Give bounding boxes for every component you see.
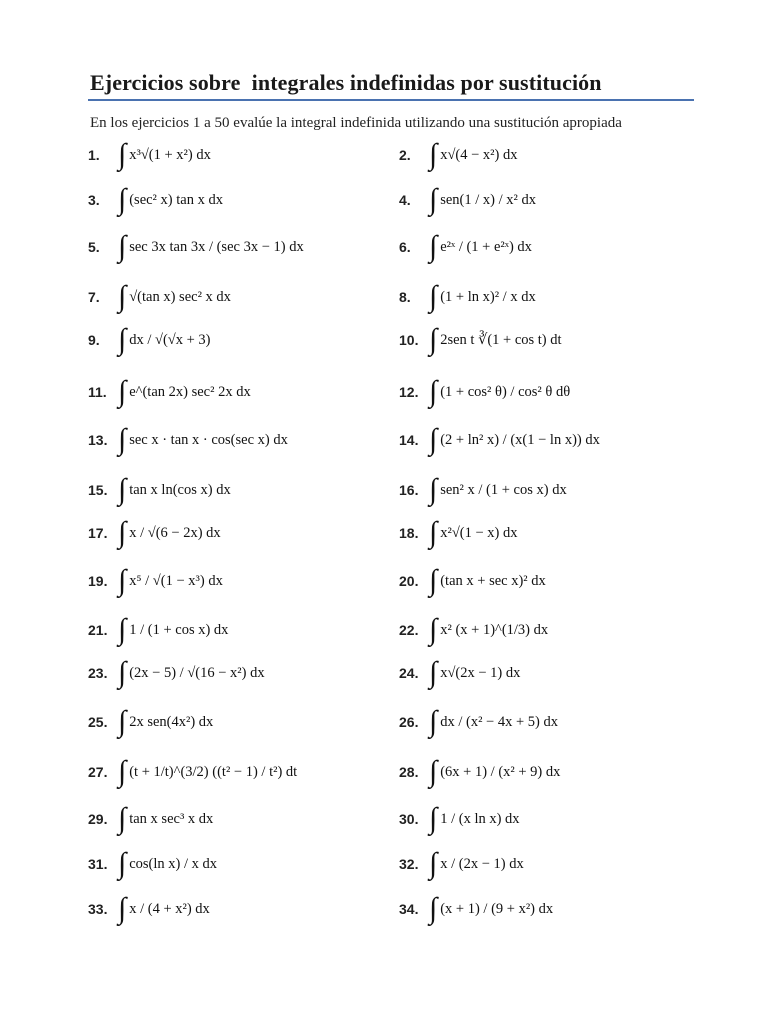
exercise-item (88, 227, 304, 267)
exercise-item (88, 561, 223, 601)
exercise-number: 15. (88, 482, 108, 498)
integral-sign-icon: ∫ (429, 183, 438, 216)
integral-sign-icon: ∫ (118, 892, 127, 925)
exercise-item (88, 752, 297, 792)
exercise-expression: 1 / (1 + cos x) dx (129, 621, 229, 638)
exercise-expression: (2 + ln² x) / (x(1 − ln x)) dx (440, 431, 600, 448)
integral-sign-icon: ∫ (429, 705, 438, 738)
integral-sign-icon: ∫ (118, 516, 127, 549)
exercise-expression: (t + 1/t)^(3/2) ((t² − 1) / t²) dt (129, 763, 298, 780)
exercise-expression: x√(2x − 1) dx (440, 664, 521, 681)
exercise-number: 34. (399, 901, 419, 917)
integral-sign-icon: ∫ (429, 564, 438, 597)
exercise-item (88, 889, 210, 929)
exercise-expression: 2x sen(4x²) dx (129, 713, 214, 730)
exercise-number: 1. (88, 147, 100, 163)
exercise-expression: sec x · tan x · cos(sec x) dx (129, 431, 288, 448)
exercise-number: 23. (88, 665, 108, 681)
integral-sign-icon: ∫ (118, 138, 127, 171)
exercise-item (88, 799, 213, 839)
integral-sign-icon: ∫ (429, 516, 438, 549)
integral-sign-icon: ∫ (118, 230, 127, 263)
exercise-number: 22. (399, 622, 419, 638)
exercise-number: 17. (88, 525, 108, 541)
exercise-number: 29. (88, 811, 108, 827)
instructions-text: En los ejercicios 1 a 50 evalúe la integral indefinida utilizando una sustitución apropiada (90, 115, 622, 131)
exercise-item (399, 277, 536, 317)
exercise-expression: dx / √(√x + 3) (129, 331, 211, 348)
exercise-expression: dx / (x² − 4x + 5) dx (440, 713, 558, 730)
exercise-item (399, 561, 546, 601)
integral-sign-icon: ∫ (429, 892, 438, 925)
exercise-item (399, 420, 600, 460)
exercise-expression: cos(ln x) / x dx (129, 855, 218, 872)
exercise-number: 7. (88, 289, 100, 305)
exercise-expression: x⁵ / √(1 − x³) dx (129, 572, 223, 589)
integral-sign-icon: ∫ (118, 847, 127, 880)
exercise-number: 32. (399, 856, 419, 872)
integral-sign-icon: ∫ (118, 564, 127, 597)
integral-sign-icon: ∫ (429, 323, 438, 356)
exercise-expression: x / √(6 − 2x) dx (129, 524, 221, 541)
exercise-item (88, 470, 231, 510)
integral-sign-icon: ∫ (118, 323, 127, 356)
integral-sign-icon: ∫ (118, 423, 127, 456)
exercise-number: 26. (399, 714, 419, 730)
exercise-expression: tan x ln(cos x) dx (129, 481, 231, 498)
exercise-item (399, 610, 548, 650)
page-title: Ejercicios sobre integrales indefinidas por sustitución (90, 70, 602, 95)
exercise-item (88, 320, 211, 360)
exercise-item (399, 702, 558, 742)
exercise-number: 8. (399, 289, 411, 305)
exercise-expression: (sec² x) tan x dx (129, 191, 223, 208)
exercise-item (88, 702, 213, 742)
exercise-expression: sen² x / (1 + cos x) dx (440, 481, 567, 498)
exercise-expression: (6x + 1) / (x² + 9) dx (440, 763, 561, 780)
exercise-number: 27. (88, 764, 108, 780)
exercise-number: 20. (399, 573, 419, 589)
exercise-item (399, 135, 517, 175)
exercise-expression: 1 / (x ln x) dx (440, 810, 520, 827)
integral-sign-icon: ∫ (429, 473, 438, 506)
exercise-expression: x√(4 − x²) dx (440, 146, 518, 163)
exercise-expression: x² (x + 1)^(1/3) dx (440, 621, 549, 638)
exercise-item (399, 752, 560, 792)
exercise-number: 30. (399, 811, 419, 827)
exercise-item (88, 277, 231, 317)
exercise-item (399, 180, 536, 220)
integral-sign-icon: ∫ (118, 280, 127, 313)
exercise-expression: sen(1 / x) / x² dx (440, 191, 536, 208)
exercise-item (88, 420, 288, 460)
integral-sign-icon: ∫ (429, 802, 438, 835)
integral-sign-icon: ∫ (118, 656, 127, 689)
exercise-item (88, 610, 228, 650)
exercise-expression: √(tan x) sec² x dx (129, 288, 231, 305)
integral-sign-icon: ∫ (118, 802, 127, 835)
integral-sign-icon: ∫ (429, 613, 438, 646)
exercise-expression: (1 + ln x)² / x dx (440, 288, 536, 305)
integral-sign-icon: ∫ (118, 183, 127, 216)
exercise-expression: (1 + cos² θ) / cos² θ dθ (440, 383, 571, 400)
exercise-expression: x / (4 + x²) dx (129, 900, 210, 917)
exercise-item (399, 470, 567, 510)
integral-sign-icon: ∫ (429, 280, 438, 313)
exercise-number: 5. (88, 239, 100, 255)
exercise-expression: x²√(1 − x) dx (440, 524, 518, 541)
title-underline (88, 99, 694, 101)
exercise-item (399, 653, 520, 693)
exercise-number: 28. (399, 764, 419, 780)
exercise-expression: x / (2x − 1) dx (440, 855, 524, 872)
integral-sign-icon: ∫ (429, 230, 438, 263)
integral-sign-icon: ∫ (429, 755, 438, 788)
exercise-item (88, 513, 221, 553)
integral-sign-icon: ∫ (429, 423, 438, 456)
exercise-number: 31. (88, 856, 108, 872)
exercise-item (399, 889, 553, 929)
exercise-expression: (x + 1) / (9 + x²) dx (440, 900, 554, 917)
exercise-number: 21. (88, 622, 108, 638)
integral-sign-icon: ∫ (429, 138, 438, 171)
exercise-number: 10. (399, 332, 419, 348)
exercise-item (88, 180, 223, 220)
exercise-item (88, 653, 265, 693)
exercise-expression: x³√(1 + x²) dx (129, 146, 211, 163)
integral-sign-icon: ∫ (429, 847, 438, 880)
exercise-item (399, 372, 570, 412)
integral-sign-icon: ∫ (429, 656, 438, 689)
integral-sign-icon: ∫ (118, 755, 127, 788)
exercise-expression: (tan x + sec x)² dx (440, 572, 546, 589)
integral-sign-icon: ∫ (118, 473, 127, 506)
exercise-number: 3. (88, 192, 100, 208)
exercise-item (399, 227, 532, 267)
exercise-expression: sec 3x tan 3x / (sec 3x − 1) dx (129, 238, 304, 255)
exercise-number: 12. (399, 384, 419, 400)
exercise-number: 4. (399, 192, 411, 208)
exercise-number: 33. (88, 901, 108, 917)
exercise-number: 14. (399, 432, 419, 448)
integral-sign-icon: ∫ (118, 375, 127, 408)
exercise-expression: e²ˣ / (1 + e²ˣ) dx (440, 238, 532, 255)
exercise-expression: 2sen t ∛(1 + cos t) dt (440, 331, 562, 348)
exercise-number: 11. (88, 384, 107, 400)
exercise-expression: tan x sec³ x dx (129, 810, 214, 827)
exercise-item (88, 844, 217, 884)
exercise-number: 18. (399, 525, 419, 541)
exercise-item (399, 799, 520, 839)
exercise-number: 25. (88, 714, 108, 730)
exercise-number: 16. (399, 482, 419, 498)
exercise-expression: e^(tan 2x) sec² 2x dx (129, 383, 251, 400)
exercise-item (88, 372, 251, 412)
exercise-item (399, 844, 524, 884)
exercise-number: 19. (88, 573, 108, 589)
exercise-number: 9. (88, 332, 100, 348)
integral-sign-icon: ∫ (118, 613, 127, 646)
exercise-expression: (2x − 5) / √(16 − x²) dx (129, 664, 265, 681)
exercise-item (399, 513, 517, 553)
exercise-number: 24. (399, 665, 419, 681)
exercise-item (399, 320, 562, 360)
exercise-item (88, 135, 211, 175)
exercise-number: 13. (88, 432, 108, 448)
exercise-number: 2. (399, 147, 411, 163)
integral-sign-icon: ∫ (118, 705, 127, 738)
exercise-number: 6. (399, 239, 411, 255)
integral-sign-icon: ∫ (429, 375, 438, 408)
